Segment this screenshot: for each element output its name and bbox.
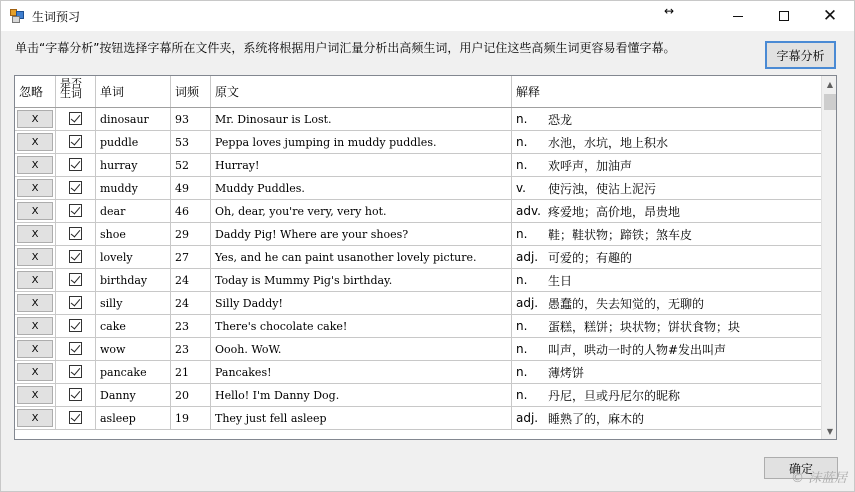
ignore-cell bbox=[15, 292, 56, 314]
instruction-text: 单击“字幕分析”按钮选择字幕所在文件夹，系统将根据用户词汇量分析出高频生词，用户记住这些高频生词更容易看懂字幕。 bbox=[15, 41, 676, 55]
text-cell[interactable]: Muddy Puddles. bbox=[211, 177, 512, 199]
freq-cell[interactable]: 29 bbox=[171, 223, 211, 245]
text-cell[interactable]: Peppa loves jumping in muddy puddles. bbox=[211, 131, 512, 153]
word-cell[interactable]: dear bbox=[96, 200, 171, 222]
ignore-cell bbox=[15, 200, 56, 222]
meaning-text: 叫声，哄动一时的人物#发出叫声 bbox=[548, 342, 727, 357]
is-new-cell bbox=[56, 315, 96, 337]
table-row[interactable] bbox=[15, 177, 821, 200]
maximize-icon bbox=[779, 11, 789, 21]
is-new-checkbox[interactable] bbox=[69, 365, 82, 378]
freq-cell[interactable]: 49 bbox=[171, 177, 211, 199]
text-cell[interactable]: They just fell asleep bbox=[211, 407, 512, 429]
ignore-button[interactable]: X bbox=[17, 271, 53, 289]
header-is-new-line1: 是否 bbox=[60, 77, 82, 90]
ignore-cell bbox=[15, 407, 56, 429]
is-new-cell bbox=[56, 269, 96, 291]
part-of-speech: n. bbox=[516, 388, 528, 402]
resize-cursor-icon: ↔ bbox=[664, 4, 675, 18]
table-row[interactable] bbox=[15, 223, 821, 246]
meaning-cell[interactable] bbox=[512, 269, 821, 291]
is-new-checkbox[interactable] bbox=[69, 319, 82, 332]
header-freq[interactable]: 词频 bbox=[171, 76, 211, 107]
text-cell[interactable]: Today is Mummy Pig's birthday. bbox=[211, 269, 512, 291]
part-of-speech: n. bbox=[516, 135, 528, 149]
ignore-button[interactable]: X bbox=[17, 110, 53, 128]
freq-cell[interactable]: 20 bbox=[171, 384, 211, 406]
header-is-new-line2: 生词 bbox=[60, 87, 82, 100]
meaning-text: 水池，水坑，地上积水 bbox=[548, 135, 669, 150]
ignore-cell bbox=[15, 154, 56, 176]
meaning-text: 愚蠢的，失去知觉的，无聊的 bbox=[548, 296, 705, 311]
is-new-cell bbox=[56, 384, 96, 406]
is-new-checkbox[interactable] bbox=[69, 112, 82, 125]
freq-cell[interactable]: 52 bbox=[171, 154, 211, 176]
table-row[interactable] bbox=[15, 315, 821, 338]
freq-cell[interactable]: 23 bbox=[171, 315, 211, 337]
is-new-cell bbox=[56, 200, 96, 222]
ignore-button[interactable]: X bbox=[17, 202, 53, 220]
table-row[interactable] bbox=[15, 292, 821, 315]
word-cell[interactable]: silly bbox=[96, 292, 171, 314]
table-row[interactable] bbox=[15, 384, 821, 407]
meaning-cell[interactable] bbox=[512, 338, 821, 360]
is-new-cell bbox=[56, 177, 96, 199]
freq-cell[interactable]: 21 bbox=[171, 361, 211, 383]
word-cell[interactable]: wow bbox=[96, 338, 171, 360]
meaning-text: 鞋；鞋状物；蹄铁；煞车皮 bbox=[548, 227, 693, 242]
ignore-button[interactable]: X bbox=[17, 248, 53, 266]
header-meaning[interactable]: 解释 bbox=[516, 85, 541, 99]
is-new-cell bbox=[56, 407, 96, 429]
part-of-speech: n. bbox=[516, 342, 528, 356]
vertical-scrollbar[interactable] bbox=[821, 76, 837, 439]
is-new-checkbox[interactable] bbox=[69, 411, 82, 424]
minimize-icon bbox=[733, 16, 743, 17]
part-of-speech: n. bbox=[516, 227, 528, 241]
is-new-checkbox[interactable] bbox=[69, 388, 82, 401]
freq-cell[interactable]: 27 bbox=[171, 246, 211, 268]
is-new-checkbox[interactable] bbox=[69, 227, 82, 240]
table-row[interactable] bbox=[15, 338, 821, 361]
is-new-cell bbox=[56, 223, 96, 245]
text-cell[interactable]: Daddy Pig! Where are your shoes? bbox=[211, 223, 512, 245]
word-cell[interactable]: birthday bbox=[96, 269, 171, 291]
table-row[interactable] bbox=[15, 407, 821, 430]
table-row[interactable] bbox=[15, 246, 821, 269]
word-cell[interactable]: asleep bbox=[96, 407, 171, 429]
minimize-button[interactable] bbox=[715, 1, 761, 31]
meaning-text: 恐龙 bbox=[548, 112, 573, 127]
maximize-button[interactable] bbox=[761, 1, 807, 31]
word-cell[interactable]: dinosaur bbox=[96, 108, 171, 130]
ignore-cell bbox=[15, 338, 56, 360]
is-new-cell bbox=[56, 246, 96, 268]
meaning-cell[interactable] bbox=[512, 108, 821, 130]
ignore-cell bbox=[15, 246, 56, 268]
app-icon bbox=[10, 9, 24, 23]
ignore-cell bbox=[15, 223, 56, 245]
title-bar[interactable] bbox=[1, 1, 854, 31]
scroll-down-icon[interactable]: ▼ bbox=[826, 426, 834, 436]
ignore-button[interactable]: X bbox=[17, 317, 53, 335]
watermark: © 沫蓝居 bbox=[791, 471, 848, 486]
text-cell[interactable]: Oh, dear, you're very, very hot. bbox=[211, 200, 512, 222]
is-new-checkbox[interactable] bbox=[69, 181, 82, 194]
meaning-cell[interactable] bbox=[512, 223, 821, 245]
scroll-up-icon[interactable]: ▲ bbox=[826, 79, 834, 89]
freq-cell[interactable]: 24 bbox=[171, 269, 211, 291]
table-row[interactable] bbox=[15, 200, 821, 223]
is-new-checkbox[interactable] bbox=[69, 296, 82, 309]
is-new-cell bbox=[56, 154, 96, 176]
word-cell[interactable]: shoe bbox=[96, 223, 171, 245]
word-cell[interactable]: lovely bbox=[96, 246, 171, 268]
part-of-speech: n. bbox=[516, 273, 528, 287]
meaning-cell[interactable] bbox=[512, 200, 821, 222]
word-cell[interactable]: pancake bbox=[96, 361, 171, 383]
text-cell[interactable]: Hello! I'm Danny Dog. bbox=[211, 384, 512, 406]
is-new-checkbox[interactable] bbox=[69, 204, 82, 217]
table-row[interactable] bbox=[15, 154, 821, 177]
is-new-checkbox[interactable] bbox=[69, 135, 82, 148]
text-cell[interactable]: Silly Daddy! bbox=[211, 292, 512, 314]
freq-cell[interactable]: 53 bbox=[171, 131, 211, 153]
freq-cell[interactable]: 24 bbox=[171, 292, 211, 314]
meaning-cell[interactable] bbox=[512, 177, 821, 199]
text-cell[interactable]: Oooh. WoW. bbox=[211, 338, 512, 360]
meaning-cell[interactable] bbox=[512, 384, 821, 406]
ignore-button[interactable]: X bbox=[17, 179, 53, 197]
ignore-button[interactable]: X bbox=[17, 363, 53, 381]
meaning-text: 丹尼，旦或丹尼尔的昵称 bbox=[548, 388, 681, 403]
freq-cell[interactable]: 46 bbox=[171, 200, 211, 222]
table-row[interactable] bbox=[15, 269, 821, 292]
ignore-button[interactable]: X bbox=[17, 133, 53, 151]
part-of-speech: n. bbox=[516, 319, 528, 333]
meaning-text: 生日 bbox=[548, 273, 573, 288]
ignore-button[interactable]: X bbox=[17, 294, 53, 312]
header-word[interactable]: 单词 bbox=[96, 76, 171, 107]
table-row[interactable] bbox=[15, 361, 821, 384]
meaning-cell[interactable] bbox=[512, 361, 821, 383]
ignore-button[interactable]: X bbox=[17, 225, 53, 243]
meaning-cell[interactable] bbox=[512, 131, 821, 153]
word-cell[interactable]: hurray bbox=[96, 154, 171, 176]
table-row[interactable] bbox=[15, 108, 821, 131]
text-cell[interactable]: Yes, and he can paint usanother lovely picture. bbox=[211, 246, 512, 268]
part-of-speech: adj. bbox=[516, 296, 539, 310]
part-of-speech: n. bbox=[516, 158, 528, 172]
part-of-speech: n. bbox=[516, 365, 528, 379]
is-new-cell bbox=[56, 108, 96, 130]
word-cell[interactable]: puddle bbox=[96, 131, 171, 153]
close-button[interactable] bbox=[807, 1, 853, 31]
meaning-cell[interactable] bbox=[512, 315, 821, 337]
freq-cell[interactable]: 93 bbox=[171, 108, 211, 130]
is-new-cell bbox=[56, 292, 96, 314]
table-row[interactable] bbox=[15, 131, 821, 154]
ok-button[interactable]: 确定 bbox=[764, 457, 838, 479]
freq-cell[interactable]: 23 bbox=[171, 338, 211, 360]
ignore-button[interactable]: X bbox=[17, 156, 53, 174]
word-cell[interactable]: muddy bbox=[96, 177, 171, 199]
text-cell[interactable]: Mr. Dinosaur is Lost. bbox=[211, 108, 512, 130]
meaning-text: 使污浊，使沾上泥污 bbox=[548, 181, 657, 196]
is-new-checkbox[interactable] bbox=[69, 158, 82, 171]
is-new-checkbox[interactable] bbox=[69, 342, 82, 355]
part-of-speech: v. bbox=[516, 181, 526, 195]
text-cell[interactable]: Hurray! bbox=[211, 154, 512, 176]
ignore-cell bbox=[15, 384, 56, 406]
is-new-checkbox[interactable] bbox=[69, 250, 82, 263]
part-of-speech: adj. bbox=[516, 250, 539, 264]
ignore-cell bbox=[15, 315, 56, 337]
is-new-cell bbox=[56, 131, 96, 153]
header-ignore[interactable]: 忽略 bbox=[15, 76, 56, 107]
ignore-button[interactable]: X bbox=[17, 386, 53, 404]
part-of-speech: adj. bbox=[516, 411, 539, 425]
ignore-cell bbox=[15, 177, 56, 199]
freq-cell[interactable]: 19 bbox=[171, 407, 211, 429]
word-cell[interactable]: cake bbox=[96, 315, 171, 337]
is-new-cell bbox=[56, 338, 96, 360]
meaning-text: 疼爱地；高价地，昂贵地 bbox=[548, 204, 681, 219]
part-of-speech: n. bbox=[516, 112, 528, 126]
meaning-cell[interactable] bbox=[512, 154, 821, 176]
header-text[interactable]: 原文 bbox=[211, 76, 512, 107]
meaning-cell[interactable] bbox=[512, 246, 821, 268]
ignore-button[interactable]: X bbox=[17, 409, 53, 427]
word-grid bbox=[14, 75, 837, 440]
word-cell[interactable]: Danny bbox=[96, 384, 171, 406]
meaning-cell[interactable] bbox=[512, 292, 821, 314]
meaning-text: 欢呼声，加油声 bbox=[548, 158, 633, 173]
ignore-cell bbox=[15, 108, 56, 130]
close-icon: ✕ bbox=[822, 6, 838, 26]
ignore-cell bbox=[15, 269, 56, 291]
text-cell[interactable]: Pancakes! bbox=[211, 361, 512, 383]
grid-header bbox=[15, 76, 821, 108]
meaning-text: 可爱的；有趣的 bbox=[548, 250, 633, 265]
is-new-checkbox[interactable] bbox=[69, 273, 82, 286]
text-cell[interactable]: There's chocolate cake! bbox=[211, 315, 512, 337]
ignore-cell bbox=[15, 361, 56, 383]
part-of-speech: adv. bbox=[516, 204, 541, 218]
meaning-text: 睡熟了的，麻木的 bbox=[548, 411, 645, 426]
scroll-thumb[interactable] bbox=[824, 94, 836, 110]
ignore-cell bbox=[15, 131, 56, 153]
ignore-button[interactable]: X bbox=[17, 340, 53, 358]
meaning-text: 薄烤饼 bbox=[548, 365, 585, 380]
meaning-text: 蛋糕，糕饼；块状物；饼状食物；块 bbox=[548, 319, 741, 334]
subtitle-analyze-button[interactable]: 字幕分析 bbox=[765, 41, 836, 69]
window-title: 生词预习 bbox=[32, 10, 81, 24]
header-is-new[interactable] bbox=[56, 76, 96, 107]
meaning-cell[interactable] bbox=[512, 407, 821, 429]
is-new-cell bbox=[56, 361, 96, 383]
